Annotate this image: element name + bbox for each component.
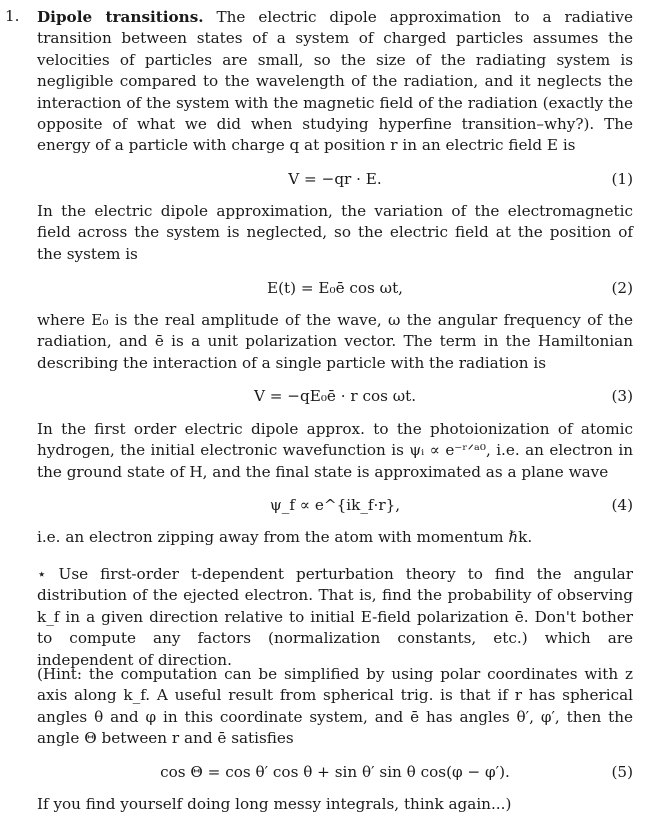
equation-1 bbox=[37, 167, 633, 191]
paragraph-2: In the electric dipole approximation, the variation of the electromagnetic field across the system is neglected, so the electric field at the position of the system is bbox=[37, 202, 633, 263]
equation-3 bbox=[37, 384, 633, 408]
equation-5-number: (5) bbox=[611, 763, 633, 781]
problem-title: Dipole transitions. bbox=[37, 8, 204, 26]
equation-2-expression: E(t) = E₀ē cos ωt, bbox=[267, 279, 403, 297]
intro-paragraph bbox=[37, 7, 633, 157]
equation-2 bbox=[37, 276, 633, 300]
equation-1-number: (1) bbox=[611, 170, 633, 188]
paragraph-5: i.e. an electron zipping away from the atom with momentum ℏk. bbox=[37, 528, 533, 546]
equation-5-expression: cos Θ = cos θ′ cos θ + sin θ′ sin θ cos(φ − φ′). bbox=[160, 763, 510, 781]
equation-4 bbox=[37, 493, 633, 517]
equation-3-expression: V = −qE₀ē · r cos ωt. bbox=[253, 387, 417, 405]
task-paragraph: ⋆ Use first-order t-dependent perturbation theory to find the angular distribution of the ejected electron. That is, find the probability of observing k_f in a given direction relative to initial E-field polarization ē. Don't bother to compute any factors (normalization constants, etc.) which are independent of direction. bbox=[37, 565, 633, 669]
equation-4-number: (4) bbox=[611, 496, 633, 514]
equation-1-expression: V = −qr · E. bbox=[288, 170, 382, 188]
paragraph-4: In the first order electric dipole approx. to the photoionization of atomic hydrogen, the initial electronic wavefunction is ψᵢ ∝ e⁻ʳᐟᵃ⁰, i.e. an electron in the ground state of H, and the final state is approximated as a plane wave bbox=[37, 420, 633, 481]
closing-paragraph: If you find yourself doing long messy integrals, think again...) bbox=[37, 795, 512, 813]
equation-5 bbox=[37, 760, 633, 784]
equation-2-number: (2) bbox=[611, 279, 633, 297]
equation-3-number: (3) bbox=[611, 387, 633, 405]
paragraph-3: where E₀ is the real amplitude of the wave, ω the angular frequency of the radiation, and ē is a unit polarization vector. The term in the Hamiltonian describing the interaction of a single particle with the radiation is bbox=[37, 311, 633, 372]
equation-4-expression: ψ_f ∝ e^{ik_f·r}, bbox=[269, 496, 401, 514]
problem-number: 1. bbox=[5, 7, 20, 25]
hint-paragraph: (Hint: the computation can be simplified by using polar coordinates with z axis along k_f. A useful result from spherical trig. is that if r has spherical angles θ and φ in this coordinate system, and ē has angles θ′, φ′, then the angle Θ between r and ē satisfies bbox=[37, 665, 633, 748]
intro-text: The electric dipole approximation to a radiative transition between states of a system of charged particles assumes the velocities of particles are small, so the size of the radiating system is negligible compared to the wavelength of the radiation, and it neglects the interaction of the system with the magnetic field of the radiation (exactly the opposite of what we did when studying hyperfine transition–why?). The energy of a particle with charge q at position r in an electric field E is bbox=[37, 8, 633, 155]
